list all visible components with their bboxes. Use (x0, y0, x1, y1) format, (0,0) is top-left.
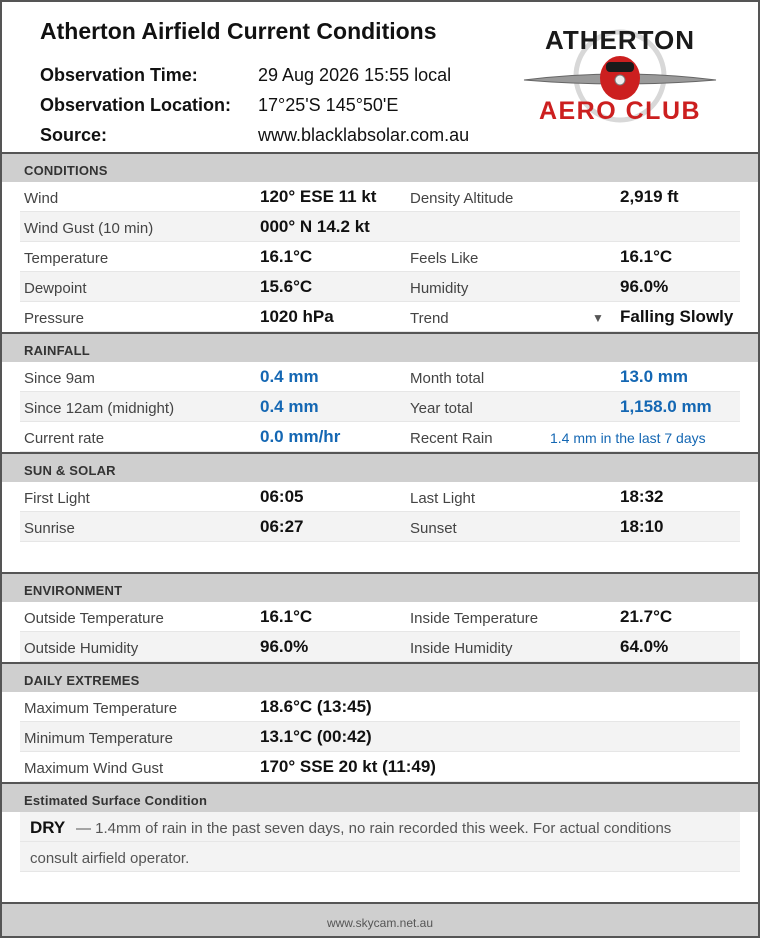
last-light-label: Last Light (410, 490, 476, 507)
conditions-section-header (2, 152, 758, 182)
since-9am-value: 0.4 mm (260, 367, 319, 386)
sunrise-row (20, 512, 740, 542)
observation-time-label: Observation Time: (40, 65, 198, 85)
month-total-value: 13.0 mm (620, 367, 689, 386)
wind-label: Wind (24, 190, 59, 207)
outside-humidity-label: Outside Humidity (24, 640, 139, 657)
rainfall-heading: RAINFALL (24, 343, 90, 358)
dewpoint-value: 15.6°C (260, 277, 313, 296)
logo-line2: AERO CLUB (538, 97, 702, 125)
since-midnight-value: 0.4 mm (260, 397, 319, 416)
logo-line1: ATHERTON (544, 25, 696, 55)
inside-temp-label: Inside Temperature (410, 610, 539, 627)
min-temp-label: Minimum Temperature (24, 730, 173, 747)
surface-row-1 (20, 812, 740, 842)
surface-heading: Estimated Surface Condition (24, 793, 208, 808)
inside-temp-value: 21.7°C (620, 607, 673, 626)
density-altitude-label: Density Altitude (410, 190, 514, 207)
min-temp-row (20, 722, 740, 752)
max-gust-value: 170° SSE 20 kt (11:49) (260, 757, 436, 776)
pressure-label: Pressure (24, 310, 85, 327)
sun-section-header (2, 452, 758, 482)
sun-heading: SUN & SOLAR (24, 463, 116, 478)
inside-humidity-value: 64.0% (620, 637, 669, 656)
month-total-label: Month total (410, 370, 485, 387)
trend-value: Falling Slowly (620, 307, 734, 326)
aircraft-logo-icon (516, 18, 726, 130)
footer (2, 902, 758, 938)
since-midnight-row (20, 392, 740, 422)
humidity-value: 96.0% (620, 277, 669, 296)
dewpoint-label: Dewpoint (24, 280, 87, 297)
pressure-value: 1020 hPa (260, 307, 334, 326)
max-temp-label: Maximum Temperature (24, 700, 178, 717)
year-total-label: Year total (410, 400, 473, 417)
wind-gust-row (20, 212, 740, 242)
outside-temp-row (20, 602, 740, 632)
since-9am-row (20, 362, 740, 392)
pressure-row (20, 302, 740, 332)
outside-temp-value: 16.1°C (260, 607, 313, 626)
wind-row (20, 182, 740, 212)
max-gust-label: Maximum Wind Gust (24, 760, 164, 777)
since-midnight-label: Since 12am (midnight) (24, 400, 175, 417)
temperature-label: Temperature (24, 250, 109, 267)
year-total-value: 1,158.0 mm (620, 397, 712, 416)
recent-rain-value: 1.4 mm in the last 7 days (550, 430, 706, 446)
extremes-heading: DAILY EXTREMES (24, 673, 140, 688)
inside-humidity-label: Inside Humidity (410, 640, 513, 657)
dewpoint-row (20, 272, 740, 302)
outside-temp-label: Outside Temperature (24, 610, 164, 627)
rainfall-section-header (2, 332, 758, 362)
first-light-value: 06:05 (260, 487, 304, 506)
observation-time-value: 29 Aug 2026 15:55 local (258, 65, 452, 85)
humidity-label: Humidity (410, 280, 469, 297)
surface-state: DRY (30, 818, 66, 837)
current-rate-value: 0.0 mm/hr (260, 427, 341, 446)
feels-like-label: Feels Like (410, 250, 479, 267)
feels-like-value: 16.1°C (620, 247, 673, 266)
environment-heading: ENVIRONMENT (24, 583, 123, 598)
extremes-section-header (2, 662, 758, 692)
sunrise-value: 06:27 (260, 517, 304, 536)
environment-section-header (2, 572, 758, 602)
down-triangle-icon: ▼ (592, 311, 604, 325)
temperature-value: 16.1°C (260, 247, 313, 266)
max-temp-value: 18.6°C (13:45) (260, 697, 372, 716)
current-rate-label: Current rate (24, 430, 105, 447)
outside-humidity-row (20, 632, 740, 662)
surface-row-2 (20, 842, 740, 872)
sunset-value: 18:10 (620, 517, 664, 536)
observation-location-value: 17°25'S 145°50'E (258, 95, 399, 115)
first-light-row (20, 482, 740, 512)
recent-rain-label: Recent Rain (410, 430, 493, 447)
wind-value: 120° ESE 11 kt (260, 187, 377, 206)
last-light-value: 18:32 (620, 487, 664, 506)
min-temp-value: 13.1°C (00:42) (260, 727, 372, 746)
footer-link[interactable]: www.skycam.net.au (326, 916, 434, 930)
outside-humidity-value: 96.0% (260, 637, 309, 656)
source-value: www.blacklabsolar.com.au (258, 125, 470, 145)
sunrise-label: Sunrise (24, 520, 75, 537)
since-9am-label: Since 9am (24, 370, 95, 387)
source-label: Source: (40, 125, 108, 145)
page-title: Atherton Airfield Current Conditions (40, 18, 437, 44)
max-temp-row (20, 692, 740, 722)
wind-gust-value: 000° N 14.2 kt (260, 217, 370, 236)
trend-label: Trend (410, 310, 449, 327)
wind-gust-label: Wind Gust (10 min) (24, 220, 154, 237)
current-rate-row (20, 422, 740, 452)
max-gust-row (20, 752, 740, 782)
first-light-label: First Light (24, 490, 90, 507)
surface-text-line2: consult airfield operator. (30, 850, 190, 867)
surface-section-header (2, 782, 758, 812)
conditions-heading: CONDITIONS (24, 163, 108, 178)
temperature-row (20, 242, 740, 272)
surface-text-line1: — 1.4mm of rain in the past seven days, no rain recorded this week. For actual conditions (76, 820, 672, 837)
observation-location-label: Observation Location: (40, 95, 232, 115)
density-altitude-value: 2,919 ft (620, 187, 679, 206)
sunset-label: Sunset (410, 520, 457, 537)
